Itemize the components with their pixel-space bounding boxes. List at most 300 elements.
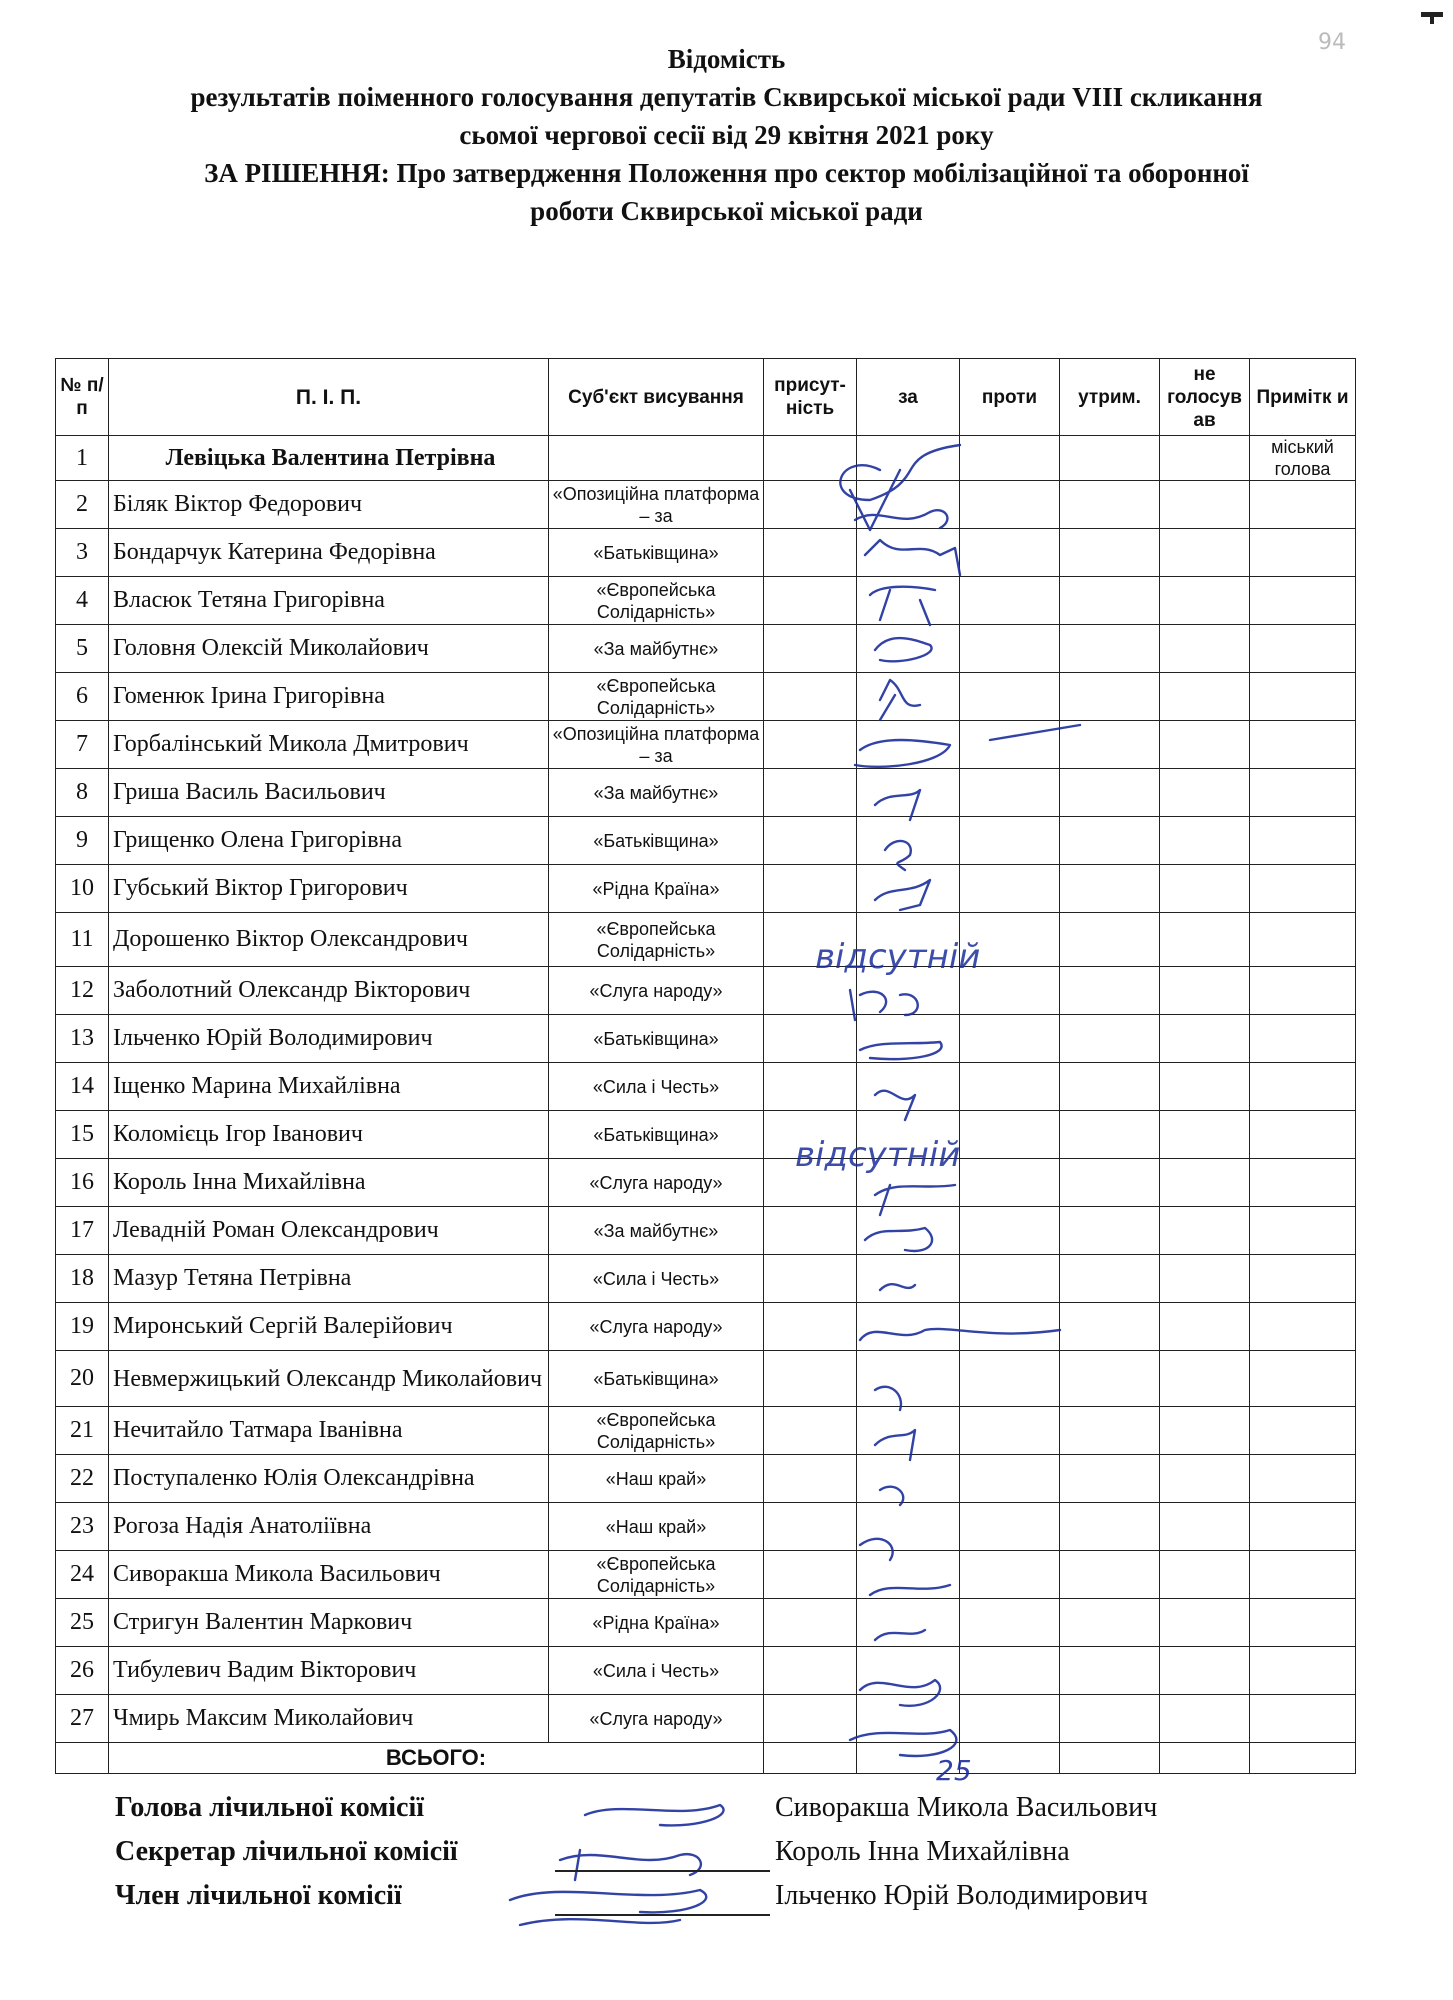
row-abstain-cell xyxy=(1060,1455,1160,1503)
row-number: 22 xyxy=(56,1455,109,1503)
doc-subtitle-line2: сьомої чергової сесії від 29 квітня 2021 року xyxy=(459,120,994,150)
row-for-cell xyxy=(857,1599,960,1647)
row-abstain-cell xyxy=(1060,1255,1160,1303)
row-deputy-name: Головня Олексій Миколайович xyxy=(109,625,549,673)
row-notvoted-cell xyxy=(1160,481,1250,529)
total-cell-notvoted xyxy=(1160,1743,1250,1774)
row-nominating-party: «Слуга народу» xyxy=(549,1303,764,1351)
row-present-cell xyxy=(764,967,857,1015)
table-row xyxy=(56,481,1356,529)
doc-subtitle-line1: результатів поіменного голосування депутатів Сквирської міської ради VIII скликання xyxy=(190,82,1263,112)
total-handwritten-count: 25 xyxy=(936,1754,972,1787)
row-deputy-name: Миронський Сергій Валерійович xyxy=(109,1303,549,1351)
row-notvoted-cell xyxy=(1160,1407,1250,1455)
row-against-cell xyxy=(960,1407,1060,1455)
row-against-cell xyxy=(960,481,1060,529)
row-for-cell xyxy=(857,865,960,913)
row-number: 10 xyxy=(56,865,109,913)
absent-note-row-11: відсутній xyxy=(815,937,981,977)
row-note-cell xyxy=(1250,967,1356,1015)
row-notvoted-cell xyxy=(1160,625,1250,673)
row-for-cell xyxy=(857,436,960,481)
col-subject-header: Суб'єкт висування xyxy=(549,359,764,436)
table-row xyxy=(56,436,1356,481)
table-row xyxy=(56,1455,1356,1503)
row-deputy-name: Левіцька Валентина Петрівна xyxy=(109,436,549,481)
row-number: 2 xyxy=(56,481,109,529)
corner-tick xyxy=(1430,16,1434,24)
row-notvoted-cell xyxy=(1160,1503,1250,1551)
row-number: 12 xyxy=(56,967,109,1015)
table-row xyxy=(56,1695,1356,1743)
row-for-cell xyxy=(857,1551,960,1599)
row-nominating-party: «Слуга народу» xyxy=(549,967,764,1015)
row-deputy-name: Гоменюк Ірина Григорівна xyxy=(109,673,549,721)
table-row xyxy=(56,1015,1356,1063)
row-abstain-cell xyxy=(1060,1063,1160,1111)
table-row xyxy=(56,625,1356,673)
table-row xyxy=(56,1599,1356,1647)
row-nominating-party: «Сила і Честь» xyxy=(549,1063,764,1111)
row-present-cell xyxy=(764,1503,857,1551)
row-note-cell xyxy=(1250,1111,1356,1159)
row-present-cell xyxy=(764,529,857,577)
col-num-header: № п/п xyxy=(56,359,109,436)
row-against-cell xyxy=(960,577,1060,625)
total-cell-abstain xyxy=(1060,1743,1160,1774)
row-against-cell xyxy=(960,769,1060,817)
total-cell-present xyxy=(764,1743,857,1774)
secretary-name: Король Інна Михайлівна xyxy=(775,1836,1070,1867)
row-abstain-cell xyxy=(1060,721,1160,769)
row-present-cell xyxy=(764,1695,857,1743)
row-for-cell xyxy=(857,673,960,721)
table-row xyxy=(56,913,1356,967)
row-for-cell xyxy=(857,967,960,1015)
row-for-cell xyxy=(857,913,960,967)
row-for-cell xyxy=(857,817,960,865)
row-deputy-name: Грищенко Олена Григорівна xyxy=(109,817,549,865)
row-deputy-name: Іщенко Марина Михайлівна xyxy=(109,1063,549,1111)
row-against-cell xyxy=(960,1303,1060,1351)
row-against-cell xyxy=(960,1695,1060,1743)
row-deputy-name: Поступаленко Юлія Олександрівна xyxy=(109,1455,549,1503)
row-abstain-cell xyxy=(1060,529,1160,577)
table-row xyxy=(56,1207,1356,1255)
row-notvoted-cell xyxy=(1160,1647,1250,1695)
row-present-cell xyxy=(764,1015,857,1063)
table-row xyxy=(56,817,1356,865)
row-nominating-party: «За майбутнє» xyxy=(549,1207,764,1255)
row-notvoted-cell xyxy=(1160,529,1250,577)
row-nominating-party: «Слуга народу» xyxy=(549,1159,764,1207)
row-present-cell xyxy=(764,1647,857,1695)
col-notvoted-header: не голосув ав xyxy=(1160,359,1250,436)
row-for-cell xyxy=(857,1455,960,1503)
decision-line2: роботи Сквирської міської ради xyxy=(530,196,923,226)
row-note-cell xyxy=(1250,577,1356,625)
row-notvoted-cell xyxy=(1160,1303,1250,1351)
table-row xyxy=(56,1647,1356,1695)
row-present-cell xyxy=(764,436,857,481)
row-number: 20 xyxy=(56,1351,109,1407)
row-against-cell xyxy=(960,721,1060,769)
row-present-cell xyxy=(764,721,857,769)
row-present-cell xyxy=(764,1551,857,1599)
row-note-cell xyxy=(1250,1407,1356,1455)
row-deputy-name: Невмержицький Олександр Миколайович xyxy=(109,1351,549,1407)
row-deputy-name: Нечитайло Татмара Іванівна xyxy=(109,1407,549,1455)
row-for-cell xyxy=(857,1503,960,1551)
row-nominating-party: «Батьківщина» xyxy=(549,817,764,865)
table-row xyxy=(56,865,1356,913)
row-notvoted-cell xyxy=(1160,1695,1250,1743)
row-note-cell xyxy=(1250,673,1356,721)
absent-note-row-15: відсутній xyxy=(795,1135,961,1175)
row-deputy-name: Власюк Тетяна Григорівна xyxy=(109,577,549,625)
row-note-cell: міський голова xyxy=(1250,436,1356,481)
row-present-cell xyxy=(764,865,857,913)
commission-row-chair xyxy=(115,1792,1265,1836)
row-present-cell xyxy=(764,817,857,865)
row-notvoted-cell xyxy=(1160,721,1250,769)
row-abstain-cell xyxy=(1060,817,1160,865)
row-for-cell xyxy=(857,1695,960,1743)
row-abstain-cell xyxy=(1060,1503,1160,1551)
row-deputy-name: Чмирь Максим Миколайович xyxy=(109,1695,549,1743)
row-against-cell xyxy=(960,1551,1060,1599)
row-present-cell xyxy=(764,1455,857,1503)
row-against-cell xyxy=(960,817,1060,865)
row-present-cell xyxy=(764,625,857,673)
row-for-cell xyxy=(857,529,960,577)
row-number: 17 xyxy=(56,1207,109,1255)
row-number: 7 xyxy=(56,721,109,769)
row-note-cell xyxy=(1250,1351,1356,1407)
row-note-cell xyxy=(1250,1503,1356,1551)
table-row xyxy=(56,1407,1356,1455)
row-against-cell xyxy=(960,1063,1060,1111)
row-abstain-cell xyxy=(1060,1695,1160,1743)
row-for-cell xyxy=(857,1407,960,1455)
row-nominating-party: «Батьківщина» xyxy=(549,529,764,577)
row-notvoted-cell xyxy=(1160,673,1250,721)
row-number: 8 xyxy=(56,769,109,817)
row-nominating-party: «Батьківщина» xyxy=(549,1351,764,1407)
row-number: 24 xyxy=(56,1551,109,1599)
row-note-cell xyxy=(1250,529,1356,577)
total-cell-against xyxy=(960,1743,1060,1774)
row-nominating-party: «Європейська Солідарність» xyxy=(549,1551,764,1599)
row-present-cell xyxy=(764,1255,857,1303)
row-nominating-party: «Рідна Країна» xyxy=(549,865,764,913)
row-against-cell xyxy=(960,1599,1060,1647)
row-against-cell xyxy=(960,865,1060,913)
document-header xyxy=(0,40,1453,230)
row-nominating-party: «За майбутнє» xyxy=(549,625,764,673)
member-role: Член лічильної комісії xyxy=(115,1880,402,1911)
row-number: 27 xyxy=(56,1695,109,1743)
chair-role: Голова лічильної комісії xyxy=(115,1792,425,1823)
row-abstain-cell xyxy=(1060,1351,1160,1407)
row-number: 21 xyxy=(56,1407,109,1455)
row-against-cell xyxy=(960,529,1060,577)
row-for-cell xyxy=(857,1303,960,1351)
row-notvoted-cell xyxy=(1160,1551,1250,1599)
row-notvoted-cell xyxy=(1160,769,1250,817)
counting-commission xyxy=(115,1792,1265,1924)
row-abstain-cell xyxy=(1060,577,1160,625)
row-number: 25 xyxy=(56,1599,109,1647)
row-note-cell xyxy=(1250,865,1356,913)
row-note-cell xyxy=(1250,1207,1356,1255)
row-abstain-cell xyxy=(1060,1207,1160,1255)
row-note-cell xyxy=(1250,1647,1356,1695)
row-abstain-cell xyxy=(1060,769,1160,817)
row-against-cell xyxy=(960,625,1060,673)
row-notvoted-cell xyxy=(1160,1159,1250,1207)
vote-table xyxy=(55,358,1356,1774)
row-deputy-name: Бондарчук Катерина Федорівна xyxy=(109,529,549,577)
row-present-cell xyxy=(764,1159,857,1207)
row-deputy-name: Тибулевич Вадим Вікторович xyxy=(109,1647,549,1695)
table-row xyxy=(56,967,1356,1015)
row-for-cell xyxy=(857,577,960,625)
row-present-cell xyxy=(764,769,857,817)
row-note-cell xyxy=(1250,1303,1356,1351)
row-for-cell xyxy=(857,1063,960,1111)
row-nominating-party: «Рідна Країна» xyxy=(549,1599,764,1647)
row-abstain-cell xyxy=(1060,436,1160,481)
row-against-cell xyxy=(960,673,1060,721)
row-deputy-name: Левадній Роман Олександрович xyxy=(109,1207,549,1255)
row-for-cell xyxy=(857,625,960,673)
row-notvoted-cell xyxy=(1160,1351,1250,1407)
row-note-cell xyxy=(1250,721,1356,769)
row-abstain-cell xyxy=(1060,1599,1160,1647)
commission-row-member xyxy=(115,1880,1265,1924)
row-abstain-cell xyxy=(1060,625,1160,673)
row-against-cell xyxy=(960,1255,1060,1303)
row-against-cell xyxy=(960,1015,1060,1063)
row-notvoted-cell xyxy=(1160,436,1250,481)
row-note-cell xyxy=(1250,913,1356,967)
row-deputy-name: Дорошенко Віктор Олександрович xyxy=(109,913,549,967)
table-row xyxy=(56,1503,1356,1551)
col-against-header: проти xyxy=(960,359,1060,436)
row-number: 13 xyxy=(56,1015,109,1063)
row-nominating-party: «За майбутнє» xyxy=(549,769,764,817)
row-number: 4 xyxy=(56,577,109,625)
table-row xyxy=(56,1159,1356,1207)
col-pib-header: П. І. П. xyxy=(109,359,549,436)
row-deputy-name: Коломієць Ігор Іванович xyxy=(109,1111,549,1159)
row-note-cell xyxy=(1250,481,1356,529)
row-for-cell xyxy=(857,1159,960,1207)
row-number: 5 xyxy=(56,625,109,673)
table-row xyxy=(56,1351,1356,1407)
row-notvoted-cell xyxy=(1160,577,1250,625)
table-row xyxy=(56,721,1356,769)
row-for-cell xyxy=(857,1255,960,1303)
row-nominating-party: «Батьківщина» xyxy=(549,1111,764,1159)
row-abstain-cell xyxy=(1060,1551,1160,1599)
row-against-cell xyxy=(960,436,1060,481)
row-notvoted-cell xyxy=(1160,817,1250,865)
row-deputy-name: Біляк Віктор Федорович xyxy=(109,481,549,529)
row-notvoted-cell xyxy=(1160,1455,1250,1503)
row-number: 19 xyxy=(56,1303,109,1351)
doc-title: Відомість xyxy=(667,44,786,74)
row-notvoted-cell xyxy=(1160,1599,1250,1647)
row-against-cell xyxy=(960,1111,1060,1159)
row-note-cell xyxy=(1250,1063,1356,1111)
row-abstain-cell xyxy=(1060,913,1160,967)
row-number: 18 xyxy=(56,1255,109,1303)
row-against-cell xyxy=(960,1351,1060,1407)
total-cell-note xyxy=(1250,1743,1356,1774)
row-for-cell xyxy=(857,481,960,529)
total-cell-num xyxy=(56,1743,109,1774)
secretary-role: Секретар лічильної комісії xyxy=(115,1836,458,1867)
row-note-cell xyxy=(1250,817,1356,865)
row-notvoted-cell xyxy=(1160,865,1250,913)
row-number: 15 xyxy=(56,1111,109,1159)
row-present-cell xyxy=(764,673,857,721)
table-row xyxy=(56,1551,1356,1599)
row-notvoted-cell xyxy=(1160,967,1250,1015)
chair-name: Сиворакша Микола Васильович xyxy=(775,1792,1158,1823)
table-row xyxy=(56,1303,1356,1351)
row-nominating-party: «Сила і Честь» xyxy=(549,1255,764,1303)
row-abstain-cell xyxy=(1060,1647,1160,1695)
table-body xyxy=(56,436,1356,1743)
commission-row-secretary xyxy=(115,1836,1265,1880)
col-present-header: присут-ність xyxy=(764,359,857,436)
total-row xyxy=(56,1743,1356,1774)
secretary-signature-line xyxy=(555,1870,770,1872)
row-abstain-cell xyxy=(1060,1111,1160,1159)
row-nominating-party xyxy=(549,436,764,481)
decision-line1: ЗА РІШЕННЯ: Про затвердження Положення про сектор мобілізаційної та оборонної xyxy=(204,158,1249,188)
row-deputy-name: Гриша Василь Васильович xyxy=(109,769,549,817)
row-against-cell xyxy=(960,1455,1060,1503)
row-present-cell xyxy=(764,1599,857,1647)
row-against-cell xyxy=(960,1159,1060,1207)
row-present-cell xyxy=(764,481,857,529)
row-notvoted-cell xyxy=(1160,1207,1250,1255)
row-abstain-cell xyxy=(1060,481,1160,529)
row-deputy-name: Сиворакша Микола Васильович xyxy=(109,1551,549,1599)
row-for-cell xyxy=(857,1647,960,1695)
total-label: ВСЬОГО: xyxy=(109,1743,764,1774)
table-row xyxy=(56,769,1356,817)
row-nominating-party: «Опозиційна платформа – за xyxy=(549,481,764,529)
row-nominating-party: «Наш край» xyxy=(549,1455,764,1503)
pencil-page-note: 94 xyxy=(1318,30,1346,55)
member-signature-line xyxy=(555,1914,770,1916)
row-notvoted-cell xyxy=(1160,1063,1250,1111)
row-number: 1 xyxy=(56,436,109,481)
row-deputy-name: Заболотний Олександр Вікторович xyxy=(109,967,549,1015)
row-for-cell xyxy=(857,1351,960,1407)
row-number: 14 xyxy=(56,1063,109,1111)
row-nominating-party: «Батьківщина» xyxy=(549,1015,764,1063)
row-nominating-party: «Сила і Честь» xyxy=(549,1647,764,1695)
row-nominating-party: «Європейська Солідарність» xyxy=(549,913,764,967)
row-nominating-party: «Європейська Солідарність» xyxy=(549,1407,764,1455)
row-notvoted-cell xyxy=(1160,1015,1250,1063)
row-against-cell xyxy=(960,967,1060,1015)
row-for-cell xyxy=(857,1207,960,1255)
row-note-cell xyxy=(1250,1455,1356,1503)
row-present-cell xyxy=(764,1407,857,1455)
row-deputy-name: Стригун Валентин Маркович xyxy=(109,1599,549,1647)
row-number: 3 xyxy=(56,529,109,577)
row-number: 9 xyxy=(56,817,109,865)
row-present-cell xyxy=(764,1063,857,1111)
row-notvoted-cell xyxy=(1160,913,1250,967)
table-row xyxy=(56,673,1356,721)
row-deputy-name: Губський Віктор Григорович xyxy=(109,865,549,913)
row-deputy-name: Горбалінський Микола Дмитрович xyxy=(109,721,549,769)
row-number: 26 xyxy=(56,1647,109,1695)
row-abstain-cell xyxy=(1060,673,1160,721)
row-for-cell xyxy=(857,1111,960,1159)
row-for-cell xyxy=(857,721,960,769)
row-nominating-party: «Слуга народу» xyxy=(549,1695,764,1743)
row-against-cell xyxy=(960,913,1060,967)
row-number: 11 xyxy=(56,913,109,967)
row-abstain-cell xyxy=(1060,1159,1160,1207)
row-for-cell xyxy=(857,769,960,817)
row-note-cell xyxy=(1250,1015,1356,1063)
row-nominating-party: «Європейська Солідарність» xyxy=(549,577,764,625)
row-notvoted-cell xyxy=(1160,1255,1250,1303)
table-row xyxy=(56,529,1356,577)
row-present-cell xyxy=(764,1351,857,1407)
row-present-cell xyxy=(764,1303,857,1351)
row-abstain-cell xyxy=(1060,967,1160,1015)
row-deputy-name: Ільченко Юрій Володимирович xyxy=(109,1015,549,1063)
row-present-cell xyxy=(764,1111,857,1159)
row-note-cell xyxy=(1250,1599,1356,1647)
col-for-header: за xyxy=(857,359,960,436)
row-note-cell xyxy=(1250,1255,1356,1303)
row-note-cell xyxy=(1250,769,1356,817)
row-nominating-party: «Європейська Солідарність» xyxy=(549,673,764,721)
row-deputy-name: Мазур Тетяна Петрівна xyxy=(109,1255,549,1303)
table-header-row xyxy=(56,359,1356,436)
row-abstain-cell xyxy=(1060,865,1160,913)
row-deputy-name: Рогоза Надія Анатоліївна xyxy=(109,1503,549,1551)
col-abstain-header: утрим. xyxy=(1060,359,1160,436)
row-abstain-cell xyxy=(1060,1303,1160,1351)
row-note-cell xyxy=(1250,1695,1356,1743)
row-number: 16 xyxy=(56,1159,109,1207)
row-number: 6 xyxy=(56,673,109,721)
row-nominating-party: «Наш край» xyxy=(549,1503,764,1551)
row-note-cell xyxy=(1250,625,1356,673)
row-abstain-cell xyxy=(1060,1407,1160,1455)
row-present-cell xyxy=(764,1207,857,1255)
row-nominating-party: «Опозиційна платформа – за xyxy=(549,721,764,769)
col-note-header: Примітк и xyxy=(1250,359,1356,436)
total-cell-for xyxy=(857,1743,960,1774)
row-against-cell xyxy=(960,1647,1060,1695)
table-row xyxy=(56,1111,1356,1159)
table-row xyxy=(56,1063,1356,1111)
